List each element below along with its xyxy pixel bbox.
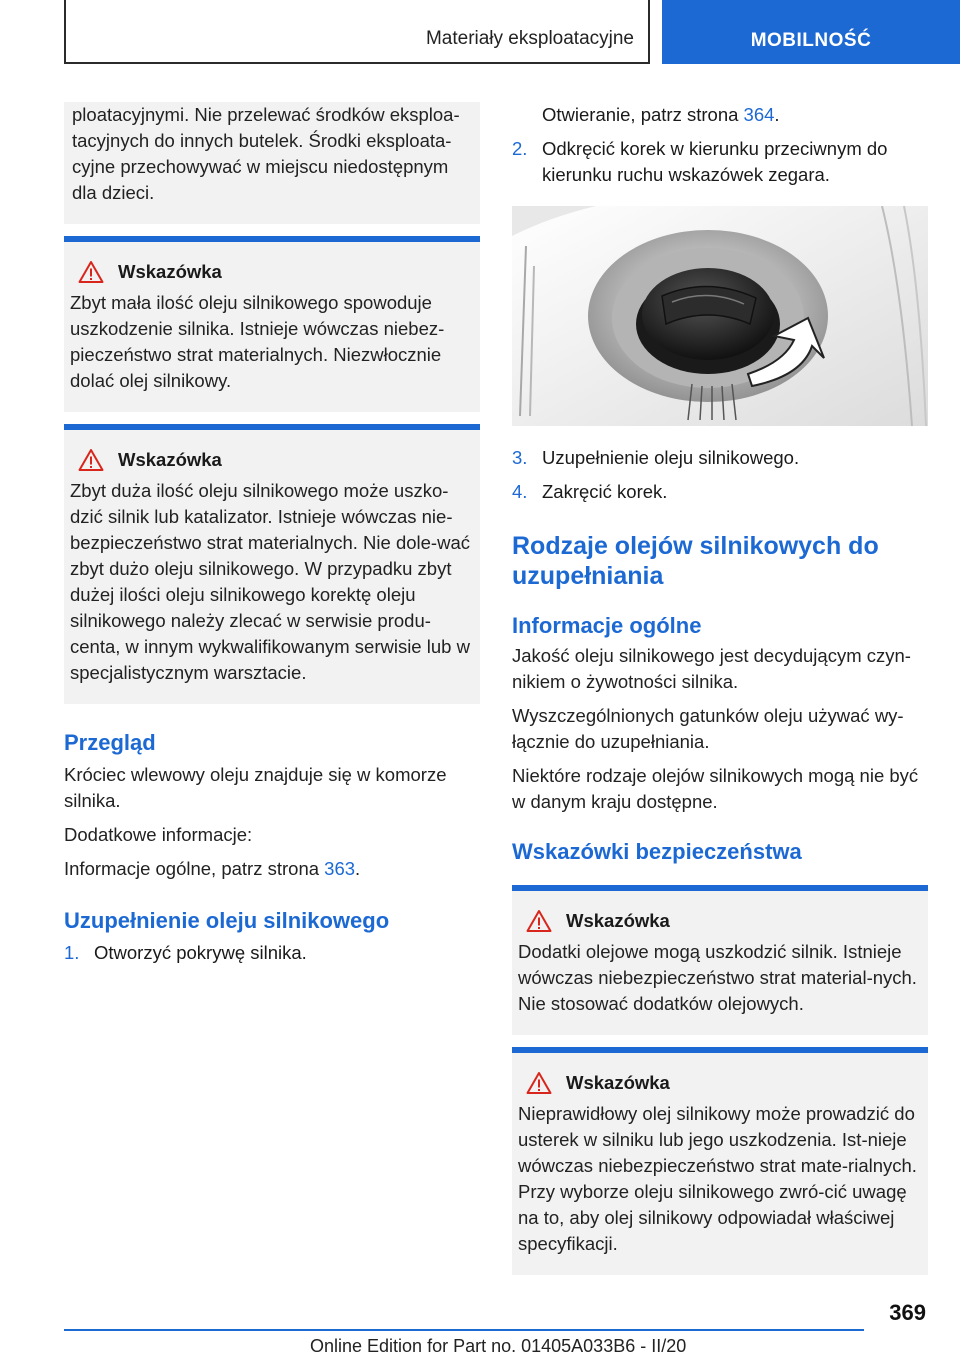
left-column	[64, 102, 480, 966]
warning-title	[518, 1071, 920, 1095]
step-number: 3.	[512, 447, 528, 468]
section-heading-uzupelnienie: Uzupełnienie oleju silnikowego	[64, 908, 390, 933]
info-paragraph: Niektóre rodzaje olejów silnikowych mogą nie być w danym kraju dostępne.	[512, 765, 919, 812]
warning-title	[70, 260, 472, 284]
warning-text: Nieprawidłowy olej silnikowy może prowadzić do usterek w silniku lub jego uszkodzenia. Ist-nieje wówczas niebezpieczeństwo strat mate-rialnych. Przy wyborze oleju silnikowego zwró-cić uwagę na to, aby olej silnikowy odpowiadał właściwej specyfikacji.	[518, 1103, 917, 1254]
warning-box	[64, 424, 480, 704]
reference-text: Otwieranie, patrz strona	[542, 104, 744, 125]
section-heading-rodzaje: Rodzaje olejów silnikowych do uzupełniania	[512, 532, 879, 590]
step-number: 4.	[512, 481, 528, 502]
info-paragraph: Jakość oleju silnikowego jest decydującym czyn-nikiem o żywotności silnika.	[512, 645, 911, 692]
step-continuation	[512, 102, 928, 128]
reference-text: Informacje ogólne, patrz strona	[64, 858, 325, 879]
section-heading-informacje: Informacje ogólne	[512, 613, 702, 638]
przeglad-reference	[64, 856, 480, 882]
step-item	[512, 136, 928, 188]
page-link-363[interactable]: 363	[324, 858, 356, 879]
step-item	[512, 479, 928, 505]
warning-triangle-icon	[526, 909, 552, 933]
step-item	[512, 445, 928, 471]
warning-triangle-icon	[526, 1071, 552, 1095]
warning-triangle-icon	[78, 448, 104, 472]
warning-box	[64, 236, 480, 412]
warning-box	[512, 885, 928, 1035]
intro-box	[64, 102, 480, 224]
step-text: Uzupełnienie oleju silnikowego.	[542, 447, 800, 468]
warning-title-text: Wskazówka	[566, 1072, 670, 1093]
warning-title-text: Wskazówka	[566, 910, 670, 931]
header-section-title: Materiały eksploatacyjne	[425, 28, 634, 49]
warning-title-text: Wskazówka	[118, 449, 222, 470]
section-heading-przeglad: Przegląd	[64, 730, 156, 755]
info-paragraph: Wyszczególnionych gatunków oleju używać wy-łącznie do uzupełniania.	[512, 705, 904, 752]
przeglad-paragraph: Króciec wlewowy oleju znajduje się w komorze silnika.	[64, 764, 447, 811]
section-heading-bezpieczenstwo: Wskazówki bezpieczeństwa	[512, 839, 802, 864]
right-column	[512, 102, 928, 1275]
step-text: Zakręcić korek.	[542, 481, 668, 502]
reference-end: .	[774, 104, 780, 125]
warning-text: Zbyt duża ilość oleju silnikowego może uszko-dzić silnik lub katalizator. Istnieje wówczas nie-bezpieczeństwo strat materialnych. Nie dole-wać zbyt dużo oleju silnikowego. W przypadku zbyt dużej ilości oleju silnikowego korektę oleju silnikowego należy zlecać w serwisie produ-centa, w innym wykwalifikowanym serwisie lub w specjalistycznym warsztacie.	[70, 480, 470, 683]
warning-triangle-icon	[78, 260, 104, 284]
przeglad-paragraph: Dodatkowe informacje:	[64, 824, 253, 845]
step-text: Odkręcić korek w kierunku przeciwnym do kierunku ruchu wskazówek zegara.	[542, 138, 888, 185]
footer-edition: Online Edition for Part no. 01405A033B6 - II/20	[310, 1336, 687, 1356]
header-chapter-tab[interactable]	[662, 0, 960, 64]
page-number: 369	[889, 1300, 926, 1325]
oil-filler-cap-photo	[512, 206, 928, 426]
intro-text: ploatacyjnymi. Nie przelewać środków eksploa-tacyjnych do innych butelek. Środki eksploata-cyjne przechowywać w miejscu niedostępnym dla dzieci.	[72, 104, 460, 203]
step-number: 1.	[64, 942, 80, 963]
step-item	[64, 940, 480, 966]
header-chapter-label: MOBILNOŚĆ	[750, 30, 872, 51]
page-link-364[interactable]: 364	[743, 104, 775, 125]
step-number: 2.	[512, 138, 528, 159]
warning-title	[70, 448, 472, 472]
reference-end: .	[355, 858, 361, 879]
header-section-box	[64, 0, 650, 64]
warning-text: Dodatki olejowe mogą uszkodzić silnik. Istnieje wówczas niebezpieczeństwo strat material-nych. Nie stosować dodatków olejowych.	[518, 941, 917, 1014]
step-text: Otworzyć pokrywę silnika.	[94, 942, 307, 963]
warning-title-text: Wskazówka	[118, 261, 222, 282]
footer-divider	[64, 1329, 864, 1331]
warning-text: Zbyt mała ilość oleju silnikowego spowoduje uszkodzenie silnika. Istnieje wówczas niebez-pieczeństwo strat materialnych. Niezwłocznie dolać olej silnikowy.	[70, 292, 445, 391]
warning-box	[512, 1047, 928, 1275]
warning-title	[518, 909, 920, 933]
